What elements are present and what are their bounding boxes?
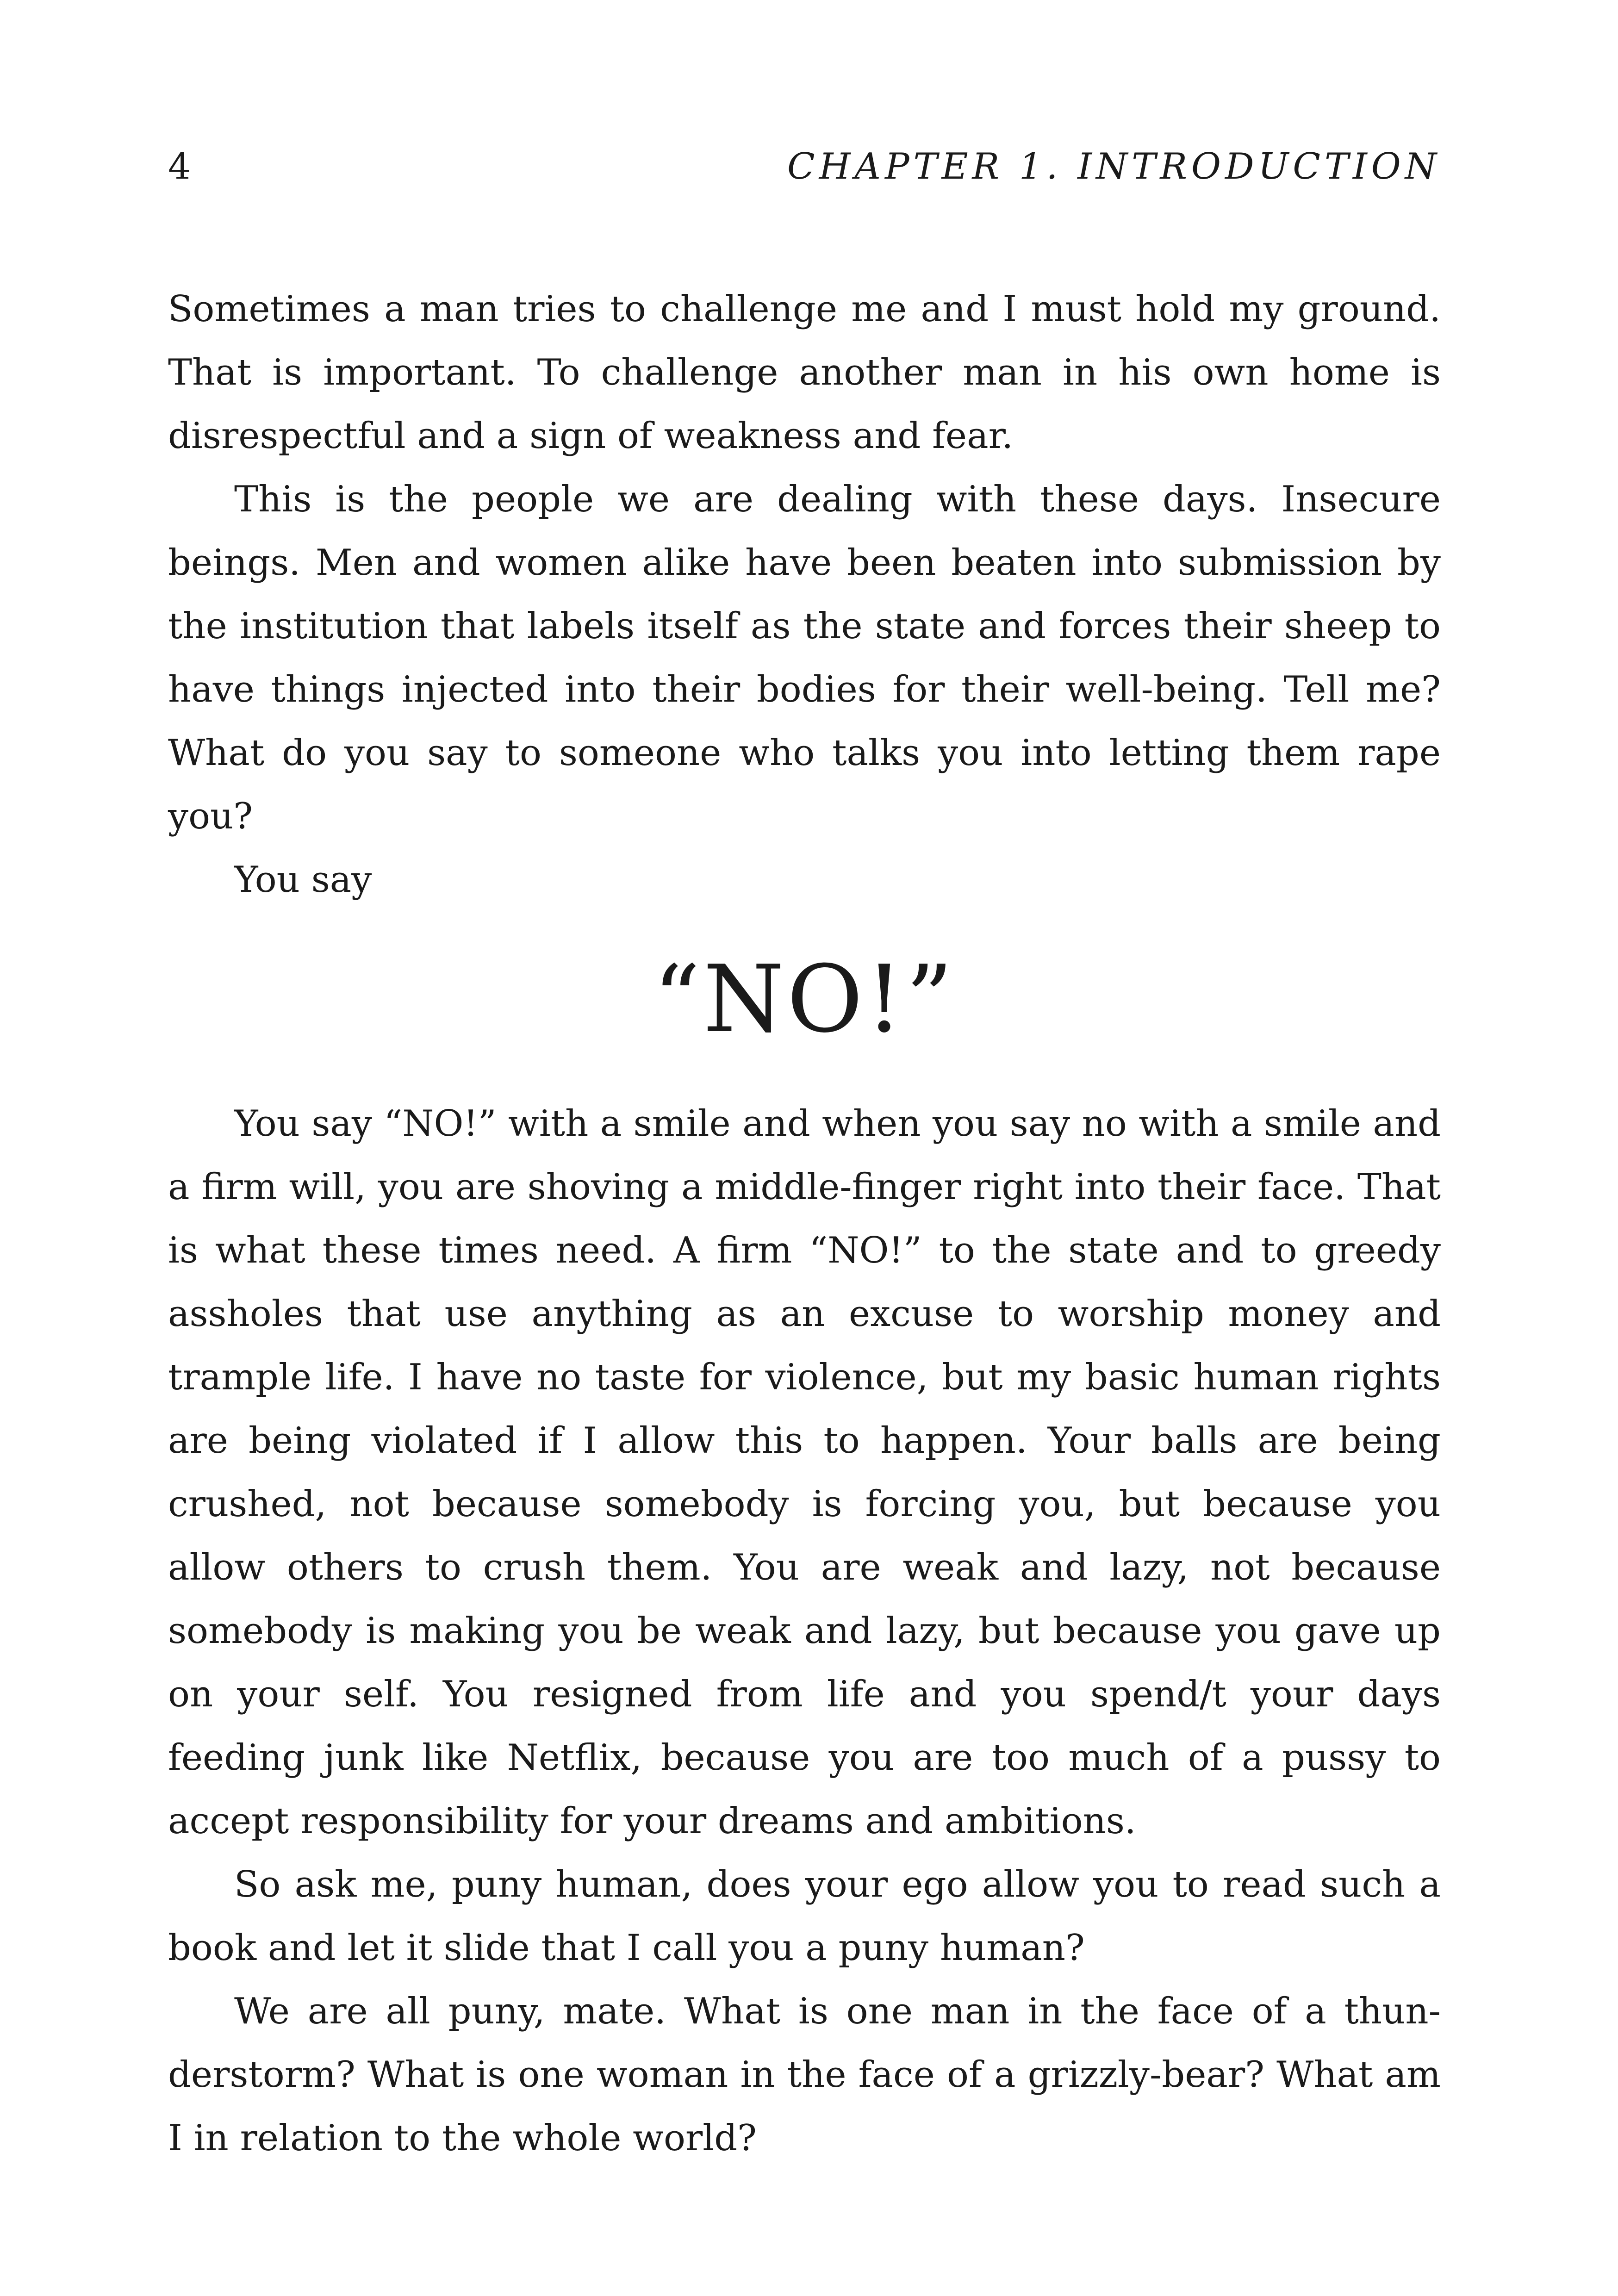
page-number: 4 (168, 146, 191, 187)
body-text (168, 278, 1441, 2170)
paragraph: This is the people we are dealing with these days. Insecure beings. Men and women alike have been beaten into submission by the institution that labels itself as the state and forces their sheep to have things injected into their bodies for their well-being. Tell me? What do you say to someone who talks you into letting them rape you? (168, 479, 1441, 837)
book-page (168, 0, 1441, 2296)
paragraph: You say “NO!” with a smile and when you say no with a smile and a firm will, you are shoving a middle-finger right into their face. That is what these times need. A firm “NO!” to the state and to greedy assholes that use anything as an excuse to worship money and trample life. I have no taste for violence, but my basic human rights are being violated if I allow this to happen. Your balls are being crushed, not because somebody is forcing you, but because you allow others to crush them. You are weak and lazy, not because somebody is making you be weak and lazy, but because you gave up on your self. You resigned from life and you spend/t your days feeding junk like Netflix, because you are too much of a pussy to accept responsibility for your dreams and ambitions. (168, 1103, 1441, 1842)
paragraph: You say (234, 859, 372, 901)
running-head (168, 139, 1441, 194)
paragraph: Sometimes a man tries to challenge me and I must hold my ground. That is important. To challenge another man in his own home is disrespectful and a sign of weakness and fear. (168, 288, 1441, 457)
chapter-title: CHAPTER 1. INTRODUCTION (787, 146, 1441, 187)
emphasis-no: “NO!” (653, 946, 956, 1053)
paragraph: So ask me, puny human, does your ego allow you to read such a book and let it slide that I call you a puny human? (168, 1864, 1441, 1969)
paragraph: We are all puny, mate. What is one man in the face of a thunderstorm? What is one woman in the face of a grizzly-bear? What am I in relation to the whole world? (168, 1991, 1441, 2159)
